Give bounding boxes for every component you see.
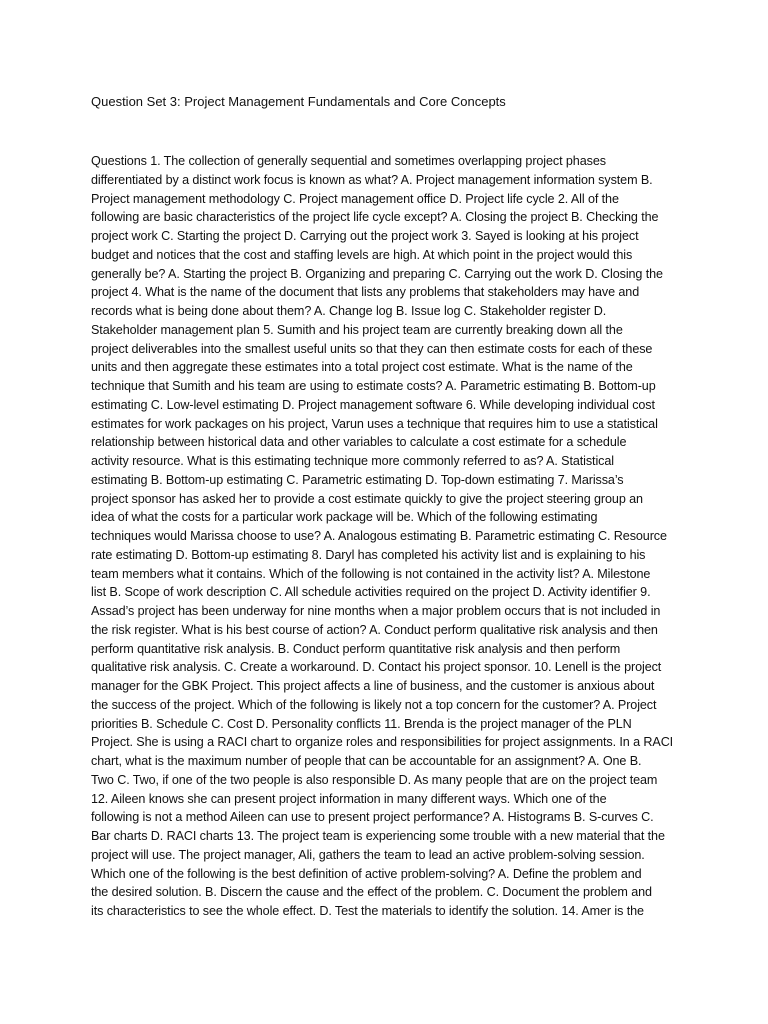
body-text: [91, 152, 691, 921]
text-line: relationship between historical data and other variables to calculate a cost estimate for a schedule: [91, 435, 627, 450]
text-line: qualitative risk analysis. C. Create a workaround. D. Contact his project sponsor. 10. Lenell is the project: [91, 660, 662, 675]
text-line: following is not a method Aileen can use to present project performance? A. Histograms B. S-curves C.: [91, 810, 654, 825]
text-line: project will use. The project manager, Ali, gathers the team to lead an active problem-solving session.: [91, 847, 645, 862]
text-line: Questions 1. The collection of generally sequential and sometimes overlapping project phases: [91, 154, 606, 168]
text-line: Stakeholder management plan 5. Sumith and his project team are currently breaking down all the: [91, 322, 623, 337]
text-line: the desired solution. B. Discern the cause and the effect of the problem. C. Document the problem and: [91, 885, 652, 900]
text-line: units and then aggregate these estimates into a total project cost estimate. What is the name of the: [91, 360, 633, 375]
page-title: Question Set 3: Project Management Fundamentals and Core Concepts: [91, 94, 506, 109]
text-line: its characteristics to see the whole effect. D. Test the materials to identify the solution. 14. Amer is the: [91, 904, 644, 918]
text-line: manager for the GBK Project. This project affects a line of business, and the customer is anxious about: [91, 679, 655, 693]
text-line: estimating B. Bottom-up estimating C. Parametric estimating D. Top-down estimating 7. Marissa’s: [91, 472, 624, 487]
text-line: technique that Sumith and his team are using to estimate costs? A. Parametric estimating B. Bottom-up: [91, 379, 656, 393]
text-line: Project. She is using a RACI chart to organize roles and responsibilities for project assignments. In a RACI: [91, 735, 674, 750]
text-line: budget and notices that the cost and staffing levels are high. At which point in the project would this: [91, 247, 633, 262]
text-line: 12. Aileen knows she can present project information in many different ways. Which one of the: [91, 791, 607, 806]
text-line: perform quantitative risk analysis. B. Conduct perform quantitative risk analysis and then perform: [91, 641, 621, 656]
text-line: priorities B. Schedule C. Cost D. Personality conflicts 11. Brenda is the project manager of the PLN: [91, 716, 632, 731]
text-line: the success of the project. Which of the following is likely not a top concern for the customer? A. Project: [91, 697, 657, 712]
text-line: records what is being done about them? A. Change log B. Issue log C. Stakeholder register D.: [91, 304, 607, 318]
text-line: list B. Scope of work description C. All schedule activities required on the project D. Activity identifier 9.: [91, 585, 651, 600]
text-line: the risk register. What is his best course of action? A. Conduct perform qualitative risk analysis and then: [91, 622, 658, 637]
text-line: Project management methodology C. Project management office D. Project life cycle 2. All of the: [91, 191, 619, 206]
text-line: activity resource. What is this estimating technique more commonly referred to as? A. Statistical: [91, 454, 614, 468]
text-line: project 4. What is the name of the document that lists any problems that stakeholders may have and: [91, 285, 640, 300]
text-line: Which one of the following is the best definition of active problem-solving? A. Define the problem and: [91, 866, 642, 881]
text-line: chart, what is the maximum number of people that can be accountable for an assignment? A. One B.: [91, 754, 642, 768]
text-line: generally be? A. Starting the project B. Organizing and preparing C. Carrying out the work D. Closing the: [91, 266, 663, 281]
text-line: techniques would Marissa choose to use? A. Analogous estimating B. Parametric estimating C. Resource: [91, 529, 667, 543]
text-line: project work C. Starting the project D. Carrying out the project work 3. Sayed is looking at his project: [91, 229, 639, 243]
text-line: following are basic characteristics of the project life cycle except? A. Closing the project B. Checking the: [91, 210, 659, 225]
text-line: estimates for work packages on his project, Varun uses a technique that requires him to use a statistical: [91, 416, 658, 431]
text-line: rate estimating D. Bottom-up estimating 8. Daryl has completed his activity list and is explaining to his: [91, 547, 646, 562]
text-line: project deliverables into the smallest useful units so that they can then estimate costs for each of these: [91, 341, 653, 356]
text-line: Bar charts D. RACI charts 13. The project team is experiencing some trouble with a new material that the: [91, 829, 665, 843]
text-line: team members what it contains. Which of the following is not contained in the activity list? A. Milestone: [91, 566, 651, 581]
text-line: project sponsor has asked her to provide a cost estimate quickly to give the project steering group an: [91, 491, 643, 506]
text-line: idea of what the costs for a particular work package will be. Which of the following estimating: [91, 510, 598, 525]
text-line: Assad’s project has been underway for nine months when a major problem occurs that is not included in: [91, 604, 661, 618]
text-line: Two C. Two, if one of the two people is also responsible D. As many people that are on the project team: [91, 772, 658, 787]
text-line: estimating C. Low-level estimating D. Project management software 6. While developing individual cost: [91, 397, 655, 412]
text-line: differentiated by a distinct work focus is known as what? A. Project management information system B.: [91, 172, 653, 187]
